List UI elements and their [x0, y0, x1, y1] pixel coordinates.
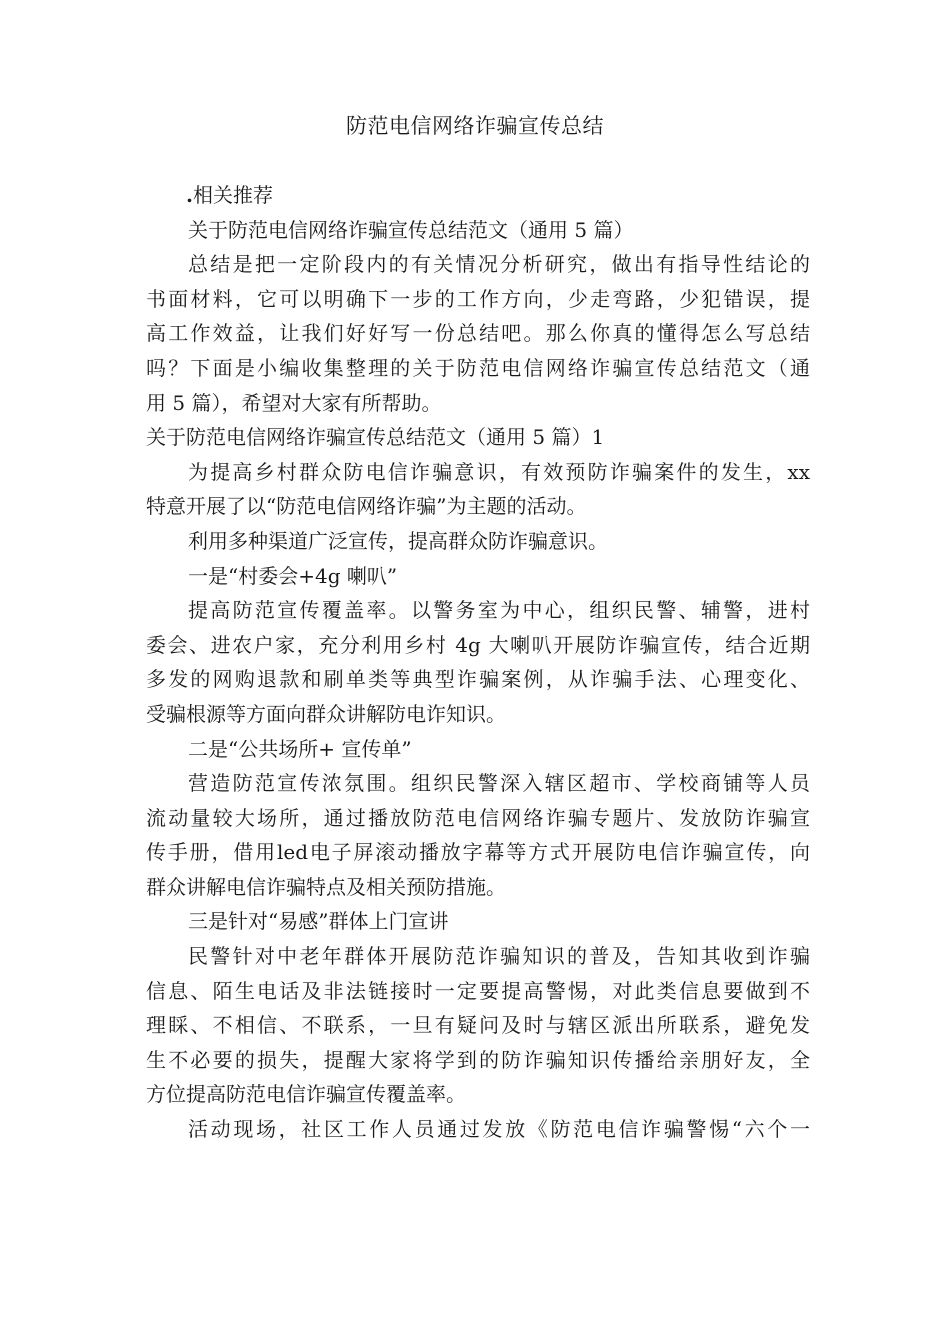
- text-line: 一是“村委会+4g 喇叭”: [188, 563, 398, 588]
- text-line: 方位提高防范电信诈骗宣传覆盖率。: [146, 1082, 466, 1107]
- text-line: 吗？下面是小编收集整理的关于防范电信网络诈骗宣传总结范文（通: [146, 355, 810, 380]
- text-line: 理睬、不相信、不联系，一旦有疑问及时与辖区派出所联系，避免发: [146, 1013, 810, 1038]
- text-line: 为提高乡村群众防电信诈骗意识，有效预防诈骗案件的发生，xx: [188, 459, 810, 484]
- text-line: 信息、陌生电话及非法链接时一定要提高警惕，对此类信息要做到不: [146, 978, 810, 1003]
- text-line: 委会、进农户家，充分利用乡村 4g 大喇叭开展防诈骗宣传，结合近期: [146, 632, 810, 657]
- related-heading-label: 相关推荐: [192, 183, 273, 207]
- text-line: 多发的网购退款和刷单类等典型诈骗案例，从诈骗手法、心理变化、: [146, 667, 810, 692]
- text-line: 提高防范宣传覆盖率。以警务室为中心，组织民警、辅警，进村: [188, 598, 810, 623]
- text-line: 利用多种渠道广泛宣传，提高群众防诈骗意识。: [188, 528, 608, 553]
- text-line: 总结是把一定阶段内的有关情况分析研究，做出有指导性结论的: [188, 252, 810, 277]
- document-body: [146, 178, 810, 1147]
- document-title: 防范电信网络诈骗宣传总结: [346, 114, 604, 138]
- text-line: 关于防范电信网络诈骗宣传总结范文（通用 5 篇）1: [146, 425, 605, 450]
- text-line: 三是针对“易感”群体上门宣讲: [188, 909, 449, 934]
- text-line: 高工作效益，让我们好好写一份总结吧。那么你真的懂得怎么写总结: [146, 321, 810, 346]
- text-line: 关于防范电信网络诈骗宣传总结范文（通用 5 篇）: [188, 217, 634, 242]
- text-line: 二是“公共场所+ 宣传单”: [188, 736, 412, 761]
- bullet-marker: .: [186, 183, 193, 207]
- text-line: 传手册，借用led电子屏滚动播放字幕等方式开展防电信诈骗宣传，向: [146, 840, 810, 865]
- text-line: 群众讲解电信诈骗特点及相关预防措施。: [146, 874, 506, 899]
- text-line: 书面材料，它可以明确下一步的工作方向，少走弯路，少犯错误，提: [146, 286, 810, 311]
- text-line: 生不必要的损失，提醒大家将学到的防诈骗知识传播给亲朋好友，全: [146, 1047, 810, 1072]
- text-line: 特意开展了以“防范电信网络诈骗”为主题的活动。: [146, 494, 587, 519]
- text-line: 受骗根源等方面向群众讲解防电诈知识。: [146, 701, 506, 726]
- text-line: 流动量较大场所，通过播放防范电信网络诈骗专题片、发放防诈骗宣: [146, 805, 810, 830]
- text-line: 活动现场，社区工作人员通过发放《防范电信诈骗警惕“六个一: [188, 1117, 810, 1142]
- related-heading: [146, 178, 810, 213]
- text-line: 营造防范宣传浓氛围。组织民警深入辖区超市、学校商铺等人员: [188, 771, 810, 796]
- text-line: 用 5 篇），希望对大家有所帮助。: [146, 390, 442, 415]
- text-line: 民警针对中老年群体开展防范诈骗知识的普及，告知其收到诈骗: [188, 944, 810, 969]
